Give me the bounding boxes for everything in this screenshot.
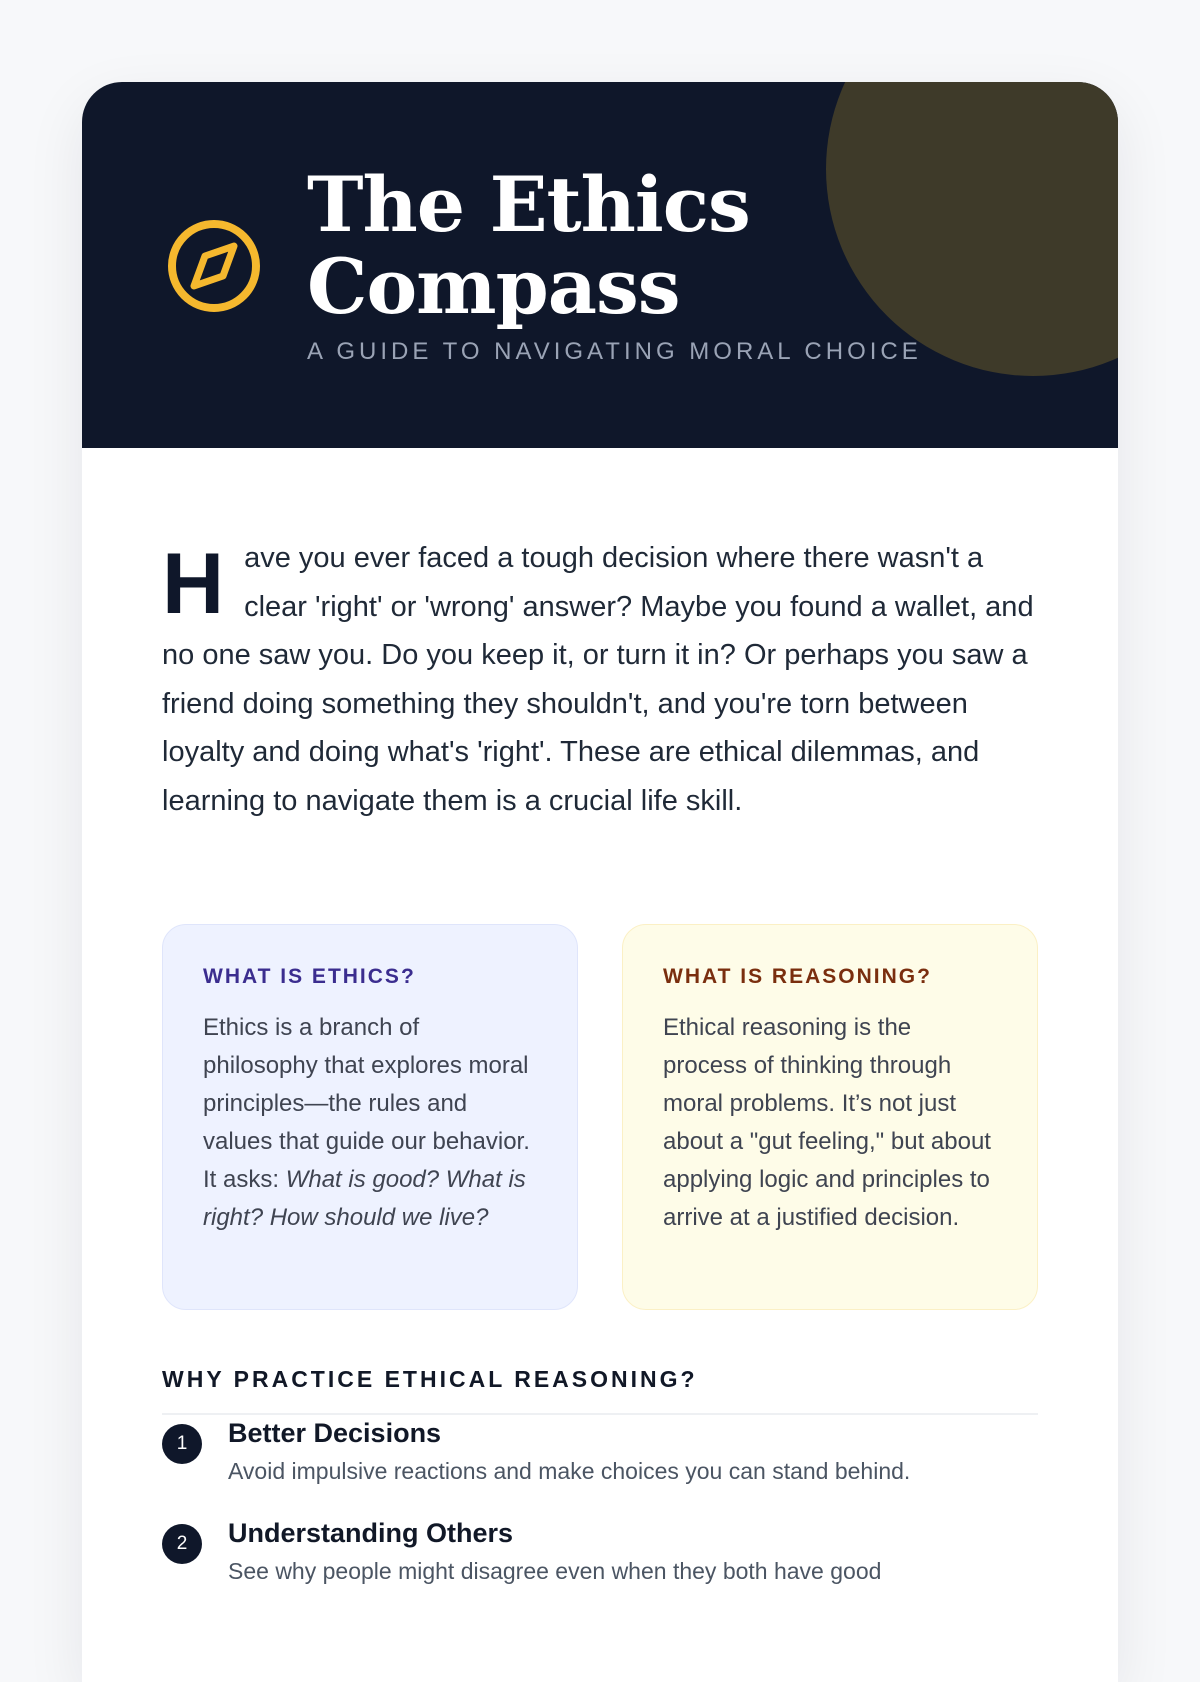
reason-title: Understanding Others bbox=[228, 1518, 514, 1548]
reasoning-card-heading: WHAT IS REASONING? bbox=[663, 965, 932, 988]
reason-description: See why people might disagree even when they both have good bbox=[228, 1558, 882, 1584]
article-card bbox=[82, 82, 1118, 1682]
ethics-card-body bbox=[203, 1009, 537, 1237]
page-title: The Ethics Compass bbox=[307, 160, 750, 331]
reason-description: Avoid impulsive reactions and make choices you can stand behind. bbox=[228, 1458, 911, 1484]
ethics-card-heading: WHAT IS ETHICS? bbox=[203, 965, 416, 988]
ethics-definition-card bbox=[162, 924, 578, 1310]
hero-header bbox=[82, 82, 1118, 448]
reasoning-card-body: Ethical reasoning is the process of thinking through moral problems. It’s not just about a "gut feeling," but about applying logic and principles to arrive at a justified decision. bbox=[663, 1014, 991, 1231]
number-badge: 2 bbox=[162, 1524, 202, 1564]
ethics-card-question: What is good? What is right? How should we live? bbox=[203, 1166, 526, 1231]
drop-cap: H bbox=[162, 536, 225, 632]
decorative-circle bbox=[826, 82, 1118, 376]
reason-title: Better Decisions bbox=[228, 1418, 442, 1448]
compass-icon bbox=[166, 218, 262, 314]
page-subtitle: A GUIDE TO NAVIGATING MORAL CHOICE bbox=[307, 338, 922, 365]
intro-paragraph bbox=[162, 534, 1042, 825]
ethics-card-text: Ethics is a branch of philosophy that explores moral principles—the rules and values that guide our behavior. It asks: bbox=[203, 1014, 530, 1193]
reasoning-definition-card bbox=[622, 924, 1038, 1310]
why-section-heading: WHY PRACTICE ETHICAL REASONING? bbox=[162, 1366, 1038, 1415]
intro-text: ave you ever faced a tough decision where there wasn't a clear 'right' or 'wrong' answer? Maybe you found a wallet, and no one saw you. Do you keep it, or turn it in? Or perhaps you saw a friend doing something they shouldn't, and you're torn between loyalty and doing what's 'right'. These are ethical dilemmas, and learning to navigate them is a crucial life skill. bbox=[162, 542, 1034, 817]
number-badge: 1 bbox=[162, 1424, 202, 1464]
